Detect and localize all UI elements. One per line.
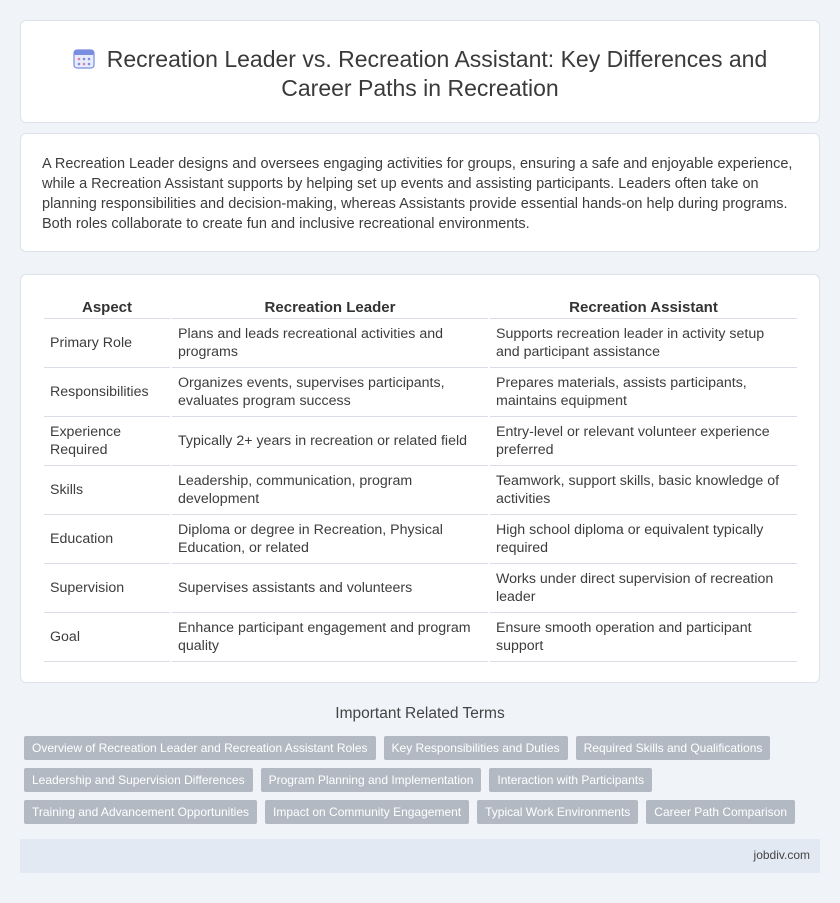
leader-cell: Leadership, communication, program development [172,466,488,515]
comparison-table [42,295,799,662]
related-term-chip[interactable]: Typical Work Environments [477,800,638,824]
calendar-icon [73,47,95,69]
assistant-cell: Teamwork, support skills, basic knowledge of activities [490,466,797,515]
leader-cell: Supervises assistants and volunteers [172,564,488,613]
intro-card [20,133,820,252]
leader-cell: Typically 2+ years in recreation or related field [172,417,488,466]
aspect-cell: Primary Role [44,319,170,368]
assistant-cell: Supports recreation leader in activity setup and participant assistance [490,319,797,368]
column-header-aspect: Aspect [44,295,170,319]
leader-cell: Plans and leads recreational activities and programs [172,319,488,368]
related-term-chip[interactable]: Impact on Community Engagement [265,800,469,824]
table-row [44,466,797,515]
aspect-cell: Experience Required [44,417,170,466]
related-term-chip[interactable]: Key Responsibilities and Duties [384,736,568,760]
assistant-cell: Ensure smooth operation and participant support [490,613,797,662]
leader-cell: Enhance participant engagement and program quality [172,613,488,662]
related-term-chip[interactable]: Required Skills and Qualifications [576,736,771,760]
leader-cell: Diploma or degree in Recreation, Physical Education, or related [172,515,488,564]
related-term-chip[interactable]: Career Path Comparison [646,800,795,824]
aspect-cell: Skills [44,466,170,515]
related-terms-list [24,736,804,832]
leader-cell: Organizes events, supervises participants, evaluates program success [172,368,488,417]
chip-row [24,736,804,760]
table-row [44,417,797,466]
table-row [44,613,797,662]
table-header-row [44,295,797,319]
table-row [44,368,797,417]
footer [20,839,820,873]
related-terms-title: Important Related Terms [335,705,505,722]
comparison-table-card [20,274,820,683]
related-term-chip[interactable]: Overview of Recreation Leader and Recreation Assistant Roles [24,736,376,760]
header-card [20,20,820,123]
title-wrap [51,45,789,103]
related-term-chip[interactable]: Training and Advancement Opportunities [24,800,257,824]
related-term-chip[interactable]: Leadership and Supervision Differences [24,768,253,792]
assistant-cell: High school diploma or equivalent typically required [490,515,797,564]
chip-row [24,800,804,824]
table-row [44,564,797,613]
column-header-assistant: Recreation Assistant [490,295,797,319]
column-header-leader: Recreation Leader [172,295,488,319]
assistant-cell: Prepares materials, assists participants, maintains equipment [490,368,797,417]
chip-row [24,768,804,792]
intro-paragraph: A Recreation Leader designs and oversees engaging activities for groups, ensuring a safe and enjoyable experience, while a Recreation Assistant supports by helping set up events and assisting participants. Leaders often take on planning responsibilities and decision-making, whereas Assistants provide essential hands-on help during programs. Both roles collaborate to create fun and inclusive recreational environments. [42,156,793,232]
aspect-cell: Responsibilities [44,368,170,417]
footer-site-link[interactable]: jobdiv.com [753,848,810,862]
assistant-cell: Works under direct supervision of recreation leader [490,564,797,613]
aspect-cell: Supervision [44,564,170,613]
related-term-chip[interactable]: Program Planning and Implementation [261,768,482,792]
related-term-chip[interactable]: Interaction with Participants [489,768,652,792]
page-title: Recreation Leader vs. Recreation Assistant: Key Differences and Career Paths in Recreation [106,46,768,101]
table-row [44,515,797,564]
aspect-cell: Education [44,515,170,564]
table-row [44,319,797,368]
assistant-cell: Entry-level or relevant volunteer experience preferred [490,417,797,466]
aspect-cell: Goal [44,613,170,662]
